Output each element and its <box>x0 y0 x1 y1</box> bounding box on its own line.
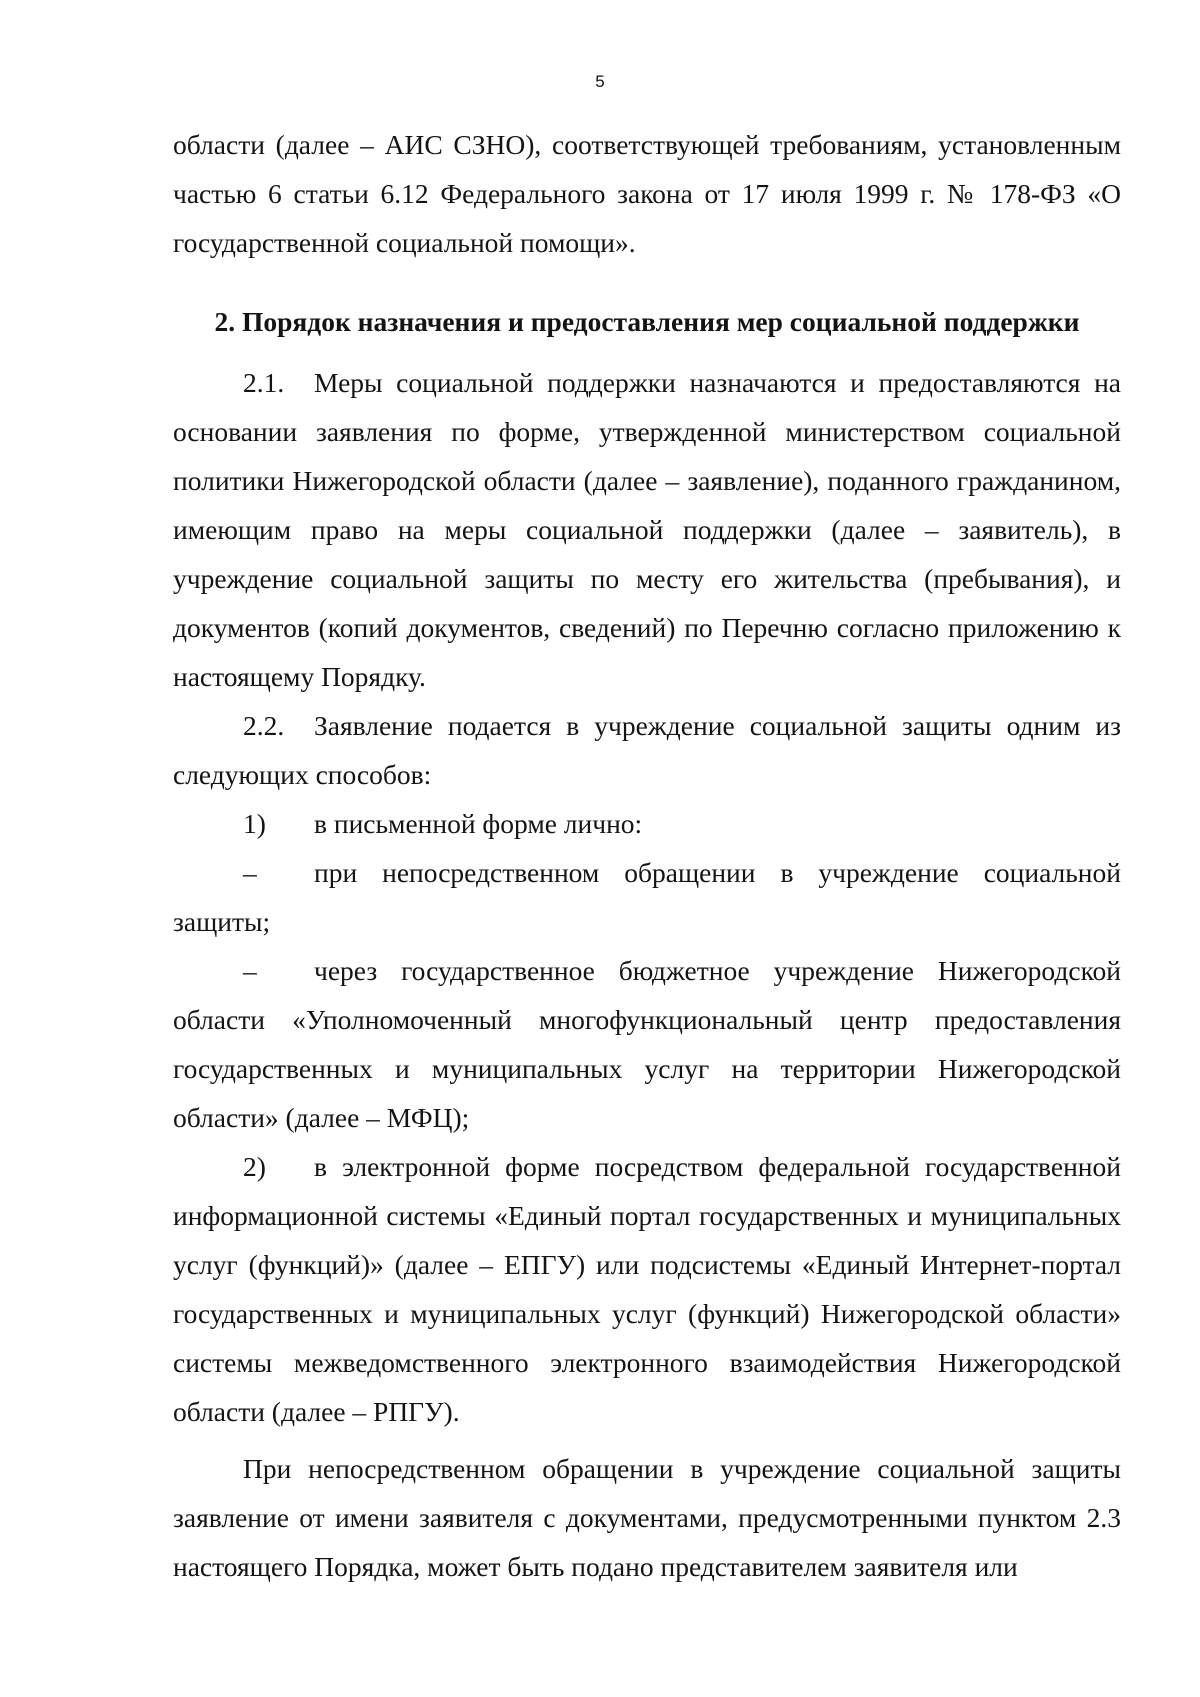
dash-item-1 <box>173 848 1121 946</box>
paragraph-2-1-number: 2.1. <box>243 367 285 398</box>
list-item-2-number: 2) <box>243 1151 266 1182</box>
dash-item-1-mark: – <box>243 857 257 888</box>
paragraph-2-2-text: Заявление подается в учреждение социальной защиты одним из следующих способов: <box>173 710 1121 790</box>
list-item-1-number: 1) <box>243 808 266 839</box>
paragraph-spacer <box>173 1436 1121 1444</box>
dash-item-2-text: через государственное бюджетное учреждение Нижегородской области «Уполномоченный многофункциональный центр предоставления государственных и муниципальных услуг на территории Нижегородской области» (далее – МФЦ); <box>173 955 1121 1133</box>
paragraph-2-1-text: Меры социальной поддержки назначаются и предоставляются на основании заявления по форме, утвержденной министерством социальной политики Нижегородской области (далее – заявление), поданного гражданином, имеющим право на меры социальной поддержки (далее – заявитель), в учреждение социальной защиты по месту его жительства (пребывания), и документов (копий документов, сведений) по Перечню согласно приложению к настоящему Порядку. <box>173 367 1121 692</box>
list-item-2-text: в электронной форме посредством федеральной государственной информационной системы «Единый портал государственных и муниципальных услуг (функций)» (далее – ЕПГУ) или подсистемы «Единый Интернет-портал государственных и муниципальных услуг (функций) Нижегородской области» системы межведомственного электронного взаимодействия Нижегородской области (далее – РПГУ). <box>173 1151 1121 1427</box>
paragraph-2-2-number: 2.2. <box>243 710 285 741</box>
section-body <box>173 358 1121 1591</box>
paragraph-2-2 <box>173 701 1121 799</box>
intro-block <box>173 120 1121 267</box>
final-paragraph: При непосредственном обращении в учреждение социальной защиты заявление от имени заявителя с документами, предусмотренными пунктом 2.3 настоящего Порядка, может быть подано представителем заявителя или <box>173 1453 1121 1582</box>
list-item-1 <box>173 799 1121 848</box>
dash-item-2-mark: – <box>243 955 257 986</box>
list-item-2 <box>173 1142 1121 1436</box>
list-item-1-text: в письменной форме лично: <box>314 808 643 839</box>
dash-item-1-text: при непосредственном обращении в учреждение социальной защиты; <box>173 857 1121 937</box>
intro-paragraph: области (далее – АИС СЗНО), соответствующей требованиям, установленным частью 6 статьи 6.12 Федерального закона от 17 июля 1999 г. № 178-ФЗ «О государственной социальной помощи». <box>173 129 1121 258</box>
paragraph-2-1 <box>173 358 1121 701</box>
dash-item-2 <box>173 946 1121 1142</box>
section-heading: 2. Порядок назначения и предоставления мер социальной поддержки <box>214 306 1080 337</box>
page-number: 5 <box>595 72 605 91</box>
